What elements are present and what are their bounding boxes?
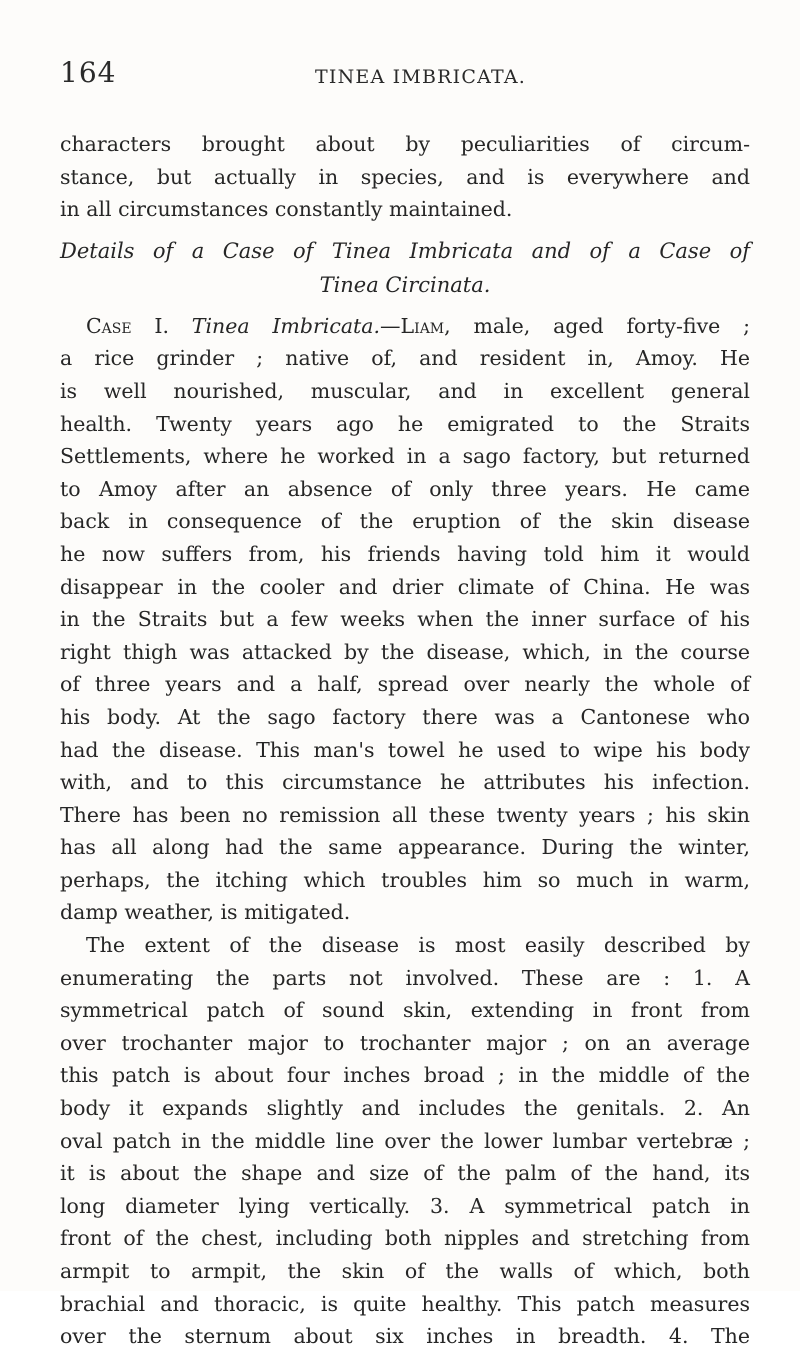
- text-line: The extent of the disease is most easily described by: [86, 933, 750, 958]
- running-title: TINEA IMBRICATA.: [315, 66, 526, 88]
- text-line: stance, but actually in species, and is everywhere and: [60, 164, 750, 189]
- section-heading: [60, 234, 750, 302]
- patient-name: —Liam,: [380, 313, 451, 338]
- text-line: health. Twenty years ago he emigrated to the Straits: [60, 411, 750, 436]
- page-header: [60, 56, 750, 96]
- case-first-line: [60, 310, 750, 343]
- text-line: armpit to armpit, the skin of the walls of which, both: [60, 1259, 750, 1283]
- text-line: There has been no remission all these twenty years ; his skin: [60, 802, 750, 827]
- text-line: back in consequence of the eruption of the skin disease: [60, 509, 750, 534]
- text-line: over trochanter major to trochanter major ; on an average: [60, 1030, 750, 1055]
- text-line: had the disease. This man's towel he used to wipe his body: [60, 737, 750, 762]
- section-heading-line: Tinea Circinata.: [319, 272, 491, 297]
- text-line: his body. At the sago factory there was a Cantonese who: [60, 704, 750, 729]
- text-line: perhaps, the itching which troubles him so much in warm,: [60, 867, 750, 892]
- text-line: with, and to this circumstance he attributes his infection.: [60, 770, 750, 795]
- page-number: 164: [60, 56, 117, 89]
- text-line: oval patch in the middle line over the lower lumbar vertebræ ;: [60, 1128, 750, 1153]
- text-line: symmetrical patch of sound skin, extending in front from: [60, 998, 750, 1023]
- text-line: a rice grinder ; native of, and resident in, Amoy. He: [60, 346, 750, 371]
- intro-paragraph: [60, 128, 750, 226]
- text-line: to Amoy after an absence of only three years. He came: [60, 476, 750, 501]
- text-line: has all along had the same appearance. During the winter,: [60, 835, 750, 860]
- case-label: Case I.: [86, 313, 169, 338]
- text-line: front of the chest, including both nipples and stretching from: [60, 1226, 750, 1251]
- text-line: of three years and a half, spread over nearly the whole of: [60, 672, 750, 697]
- text-line: characters brought about by peculiarities of circum-: [60, 132, 750, 156]
- case-paragraph: [60, 310, 750, 929]
- extent-paragraph: [60, 929, 750, 1353]
- text-line: in the Straits but a few weeks when the inner surface of his: [60, 607, 750, 632]
- text-line: brachial and thoracic, is quite healthy. This patch measures: [60, 1291, 750, 1316]
- case-first-line-rest: male, aged forty-five ;: [473, 313, 750, 338]
- text-line: is well nourished, muscular, and in excellent general: [60, 378, 750, 403]
- text-line: he now suffers from, his friends having told him it would: [60, 541, 750, 566]
- text-line: disappear in the cooler and drier climate of China. He was: [60, 574, 750, 599]
- text-line: it is about the shape and size of the palm of the hand, its: [60, 1161, 750, 1186]
- text-line: enumerating the parts not involved. These are : 1. A: [60, 965, 750, 990]
- text-line: body it expands slightly and includes the genitals. 2. An: [60, 1096, 750, 1121]
- text-line: Settlements, where he worked in a sago factory, but returned: [60, 444, 750, 469]
- text-line: right thigh was attacked by the disease, which, in the course: [60, 639, 750, 664]
- text-line: this patch is about four inches broad ; in the middle of the: [60, 1063, 750, 1088]
- page-body: [60, 128, 750, 1353]
- text-line: over the sternum about six inches in breadth. 4. The: [60, 1324, 750, 1349]
- text-line: in all circumstances constantly maintained.: [60, 197, 513, 222]
- text-line: long diameter lying vertically. 3. A symmetrical patch in: [60, 1193, 750, 1218]
- case-title: Tinea Imbricata.: [191, 313, 381, 338]
- text-line: damp weather, is mitigated.: [60, 900, 351, 925]
- section-heading-line: Details of a Case of Tinea Imbricata and of a Case of: [60, 238, 750, 263]
